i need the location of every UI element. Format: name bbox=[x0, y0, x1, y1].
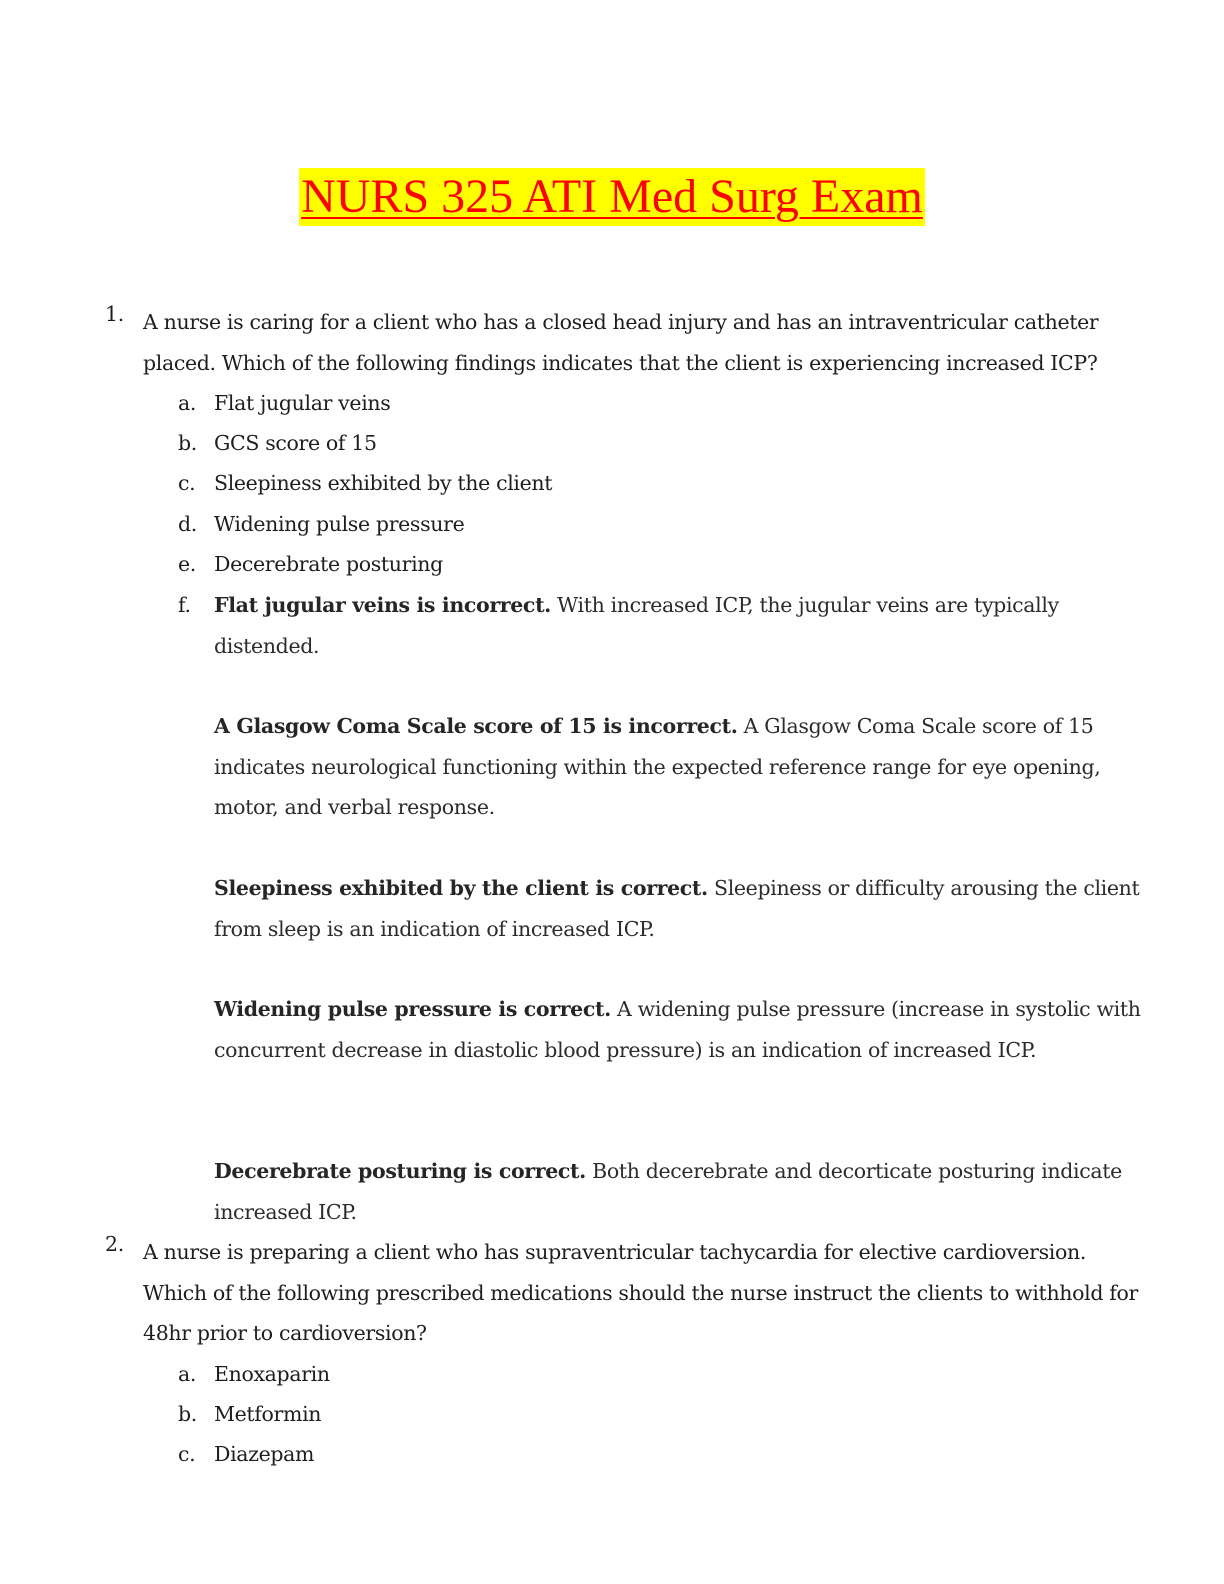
option-letter: d. bbox=[178, 512, 197, 536]
option-text: Decerebrate posturing bbox=[214, 552, 443, 576]
rationale-heading: Widening pulse pressure is correct. bbox=[214, 997, 611, 1021]
option-letter: e. bbox=[178, 552, 196, 576]
option-letter: b. bbox=[178, 431, 197, 455]
rationale-heading: Decerebrate posturing is correct. bbox=[214, 1159, 586, 1183]
rationale-paragraph bbox=[214, 706, 1144, 828]
option-text: Flat jugular veins bbox=[214, 391, 391, 415]
option-letter: b. bbox=[178, 1402, 197, 1426]
rationale-paragraph bbox=[214, 585, 1144, 666]
document-title: NURS 325 ATI Med Surg Exam bbox=[299, 168, 925, 226]
rationale-heading: A Glasgow Coma Scale score of 15 is incorrect. bbox=[214, 714, 738, 738]
option-letter: c. bbox=[178, 1442, 196, 1466]
option-text: Enoxaparin bbox=[214, 1362, 330, 1386]
question-stem: A nurse is preparing a client who has supraventricular tachycardia for elective cardioversion. Which of the following prescribed medications should the nurse instruct the clients to withhold for 48hr prior to cardioversion? bbox=[143, 1240, 1138, 1345]
rationale-text: Both decerebrate and decorticate posturing indicate increased ICP. bbox=[214, 1159, 1122, 1224]
question-number: 2. bbox=[105, 1232, 124, 1256]
option-text: GCS score of 15 bbox=[214, 431, 377, 455]
rationale-paragraph bbox=[214, 989, 1144, 1070]
rationale-paragraph bbox=[214, 868, 1144, 949]
question-number: 1. bbox=[105, 302, 124, 326]
option-letter: a. bbox=[178, 391, 197, 415]
option-text: Sleepiness exhibited by the client bbox=[214, 471, 553, 495]
rationale-text: A Glasgow Coma Scale score of 15 indicates neurological functioning within the expected reference range for eye opening, motor, and verbal response. bbox=[214, 714, 1101, 819]
option-letter: f. bbox=[178, 593, 191, 617]
option-text: Metformin bbox=[214, 1402, 322, 1426]
rationale-paragraph bbox=[214, 1151, 1144, 1232]
question-stem: A nurse is caring for a client who has a closed head injury and has an intraventricular catheter placed. Which of the following findings indicates that the client is experiencing increased ICP? bbox=[143, 310, 1099, 375]
option-letter: c. bbox=[178, 471, 196, 495]
rationale-text: Sleepiness or difficulty arousing the client from sleep is an indication of increased ICP. bbox=[214, 876, 1140, 941]
rationale-text: A widening pulse pressure (increase in systolic with concurrent decrease in diastolic blood pressure) is an indication of increased ICP. bbox=[214, 997, 1141, 1062]
option-text: Diazepam bbox=[214, 1442, 315, 1466]
option-text: Widening pulse pressure bbox=[214, 512, 465, 536]
rationale-heading: Flat jugular veins is incorrect. bbox=[214, 593, 551, 617]
option-letter: a. bbox=[178, 1362, 197, 1386]
rationale-heading: Sleepiness exhibited by the client is correct. bbox=[214, 876, 708, 900]
rationale-text: With increased ICP, the jugular veins are typically distended. bbox=[214, 593, 1059, 658]
